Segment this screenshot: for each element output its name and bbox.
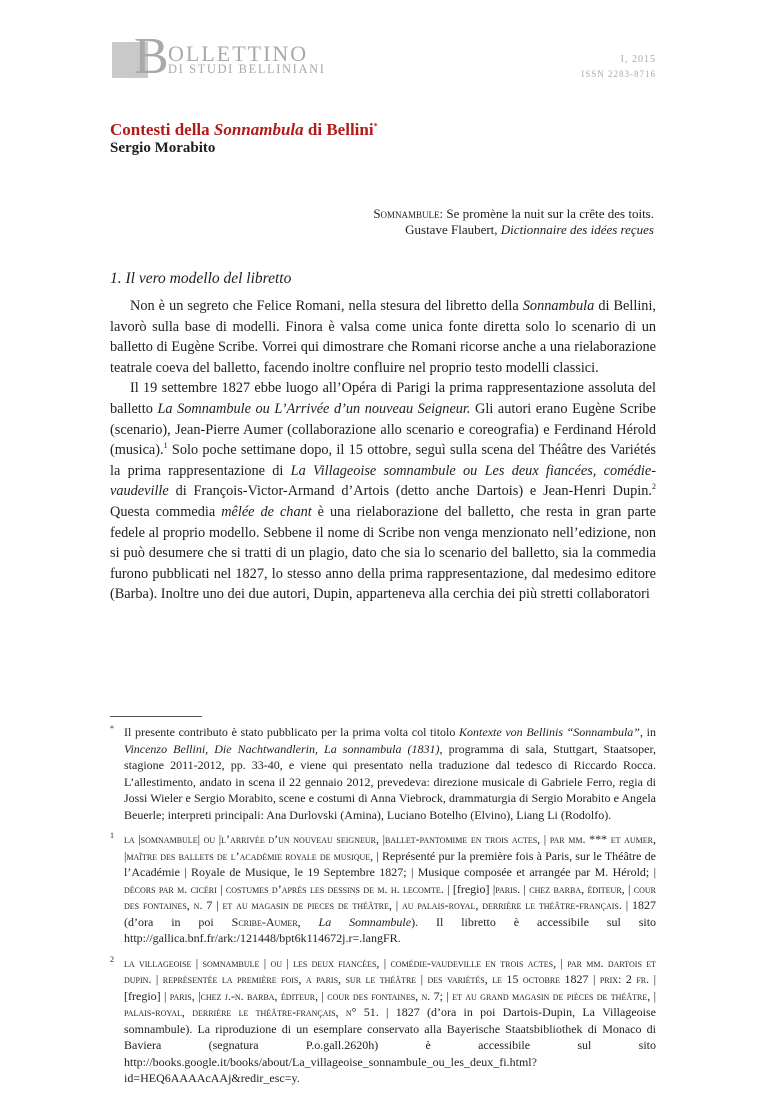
article-author: Sergio Morabito bbox=[110, 140, 216, 156]
footnote-mark: 1 bbox=[110, 831, 114, 840]
text-run: di Bellini, lavorò sulla base di modelli. Finora è valsa come unica fonte diretta solo lo scenario di un balletto di Eugène Scribe. Vorrei qui dimostrare che Romani ricorse anche a una rielaborazione teatrale coeva del balletto, facendo inoltre confluire nel proprio testo modelli classici. bbox=[110, 298, 656, 376]
text-run: Représenté pur la première fois à Paris, sur le Théâtre de l’Académie | Royale de Musique, le 19 Septembre 1827; | Musique composée et arrangée par M. Hérold; | bbox=[124, 848, 656, 879]
text-run: 1827 (d’ora in poi bbox=[124, 898, 656, 929]
smallcaps-run: prix: bbox=[599, 972, 622, 986]
text-run: , bbox=[297, 914, 319, 929]
title-italic: Sonnambula bbox=[213, 120, 304, 139]
footnote-mark: 2 bbox=[110, 954, 114, 964]
text-run: , programma di sala, Stuttgart, Staatsoper, stagione 2011-2012, pp. 33-40, e viene qui presentato nella traduzione dal tedesco di Riccardo Rocca. L’allestimento, andato in scena il 22 gennaio 2012, prevedeva: direzione musicale di Gabriele Ferro, regia di Jossi Wieler e Sergio Morabito, scene e costumi di Anna Viebrock, drammaturgia di Sergio Morabito e Angela Beuerle; interpreti principali: Ana Durlovski (Amina), Luciano Botelho (Elvino), Liang Li (Rodolfo). bbox=[124, 741, 656, 822]
text-run: [fregio] | bbox=[449, 881, 496, 896]
text-run: Il presente contributo è stato pubblicato per la prima volta col titolo bbox=[124, 725, 460, 739]
footnote-divider bbox=[110, 716, 202, 717]
text-run: Il 19 settembre 1827 ebbe luogo all’Opéra di Parigi la prima rappresentazione assoluta del balletto bbox=[110, 380, 656, 417]
text-run: di François-Victor-Armand d’Artois (detto anche Dartois) e Jean-Henri Dupin. bbox=[168, 483, 652, 500]
text-run: 1827 | bbox=[560, 972, 600, 986]
epigraph bbox=[134, 206, 654, 237]
text-run: 51. | 1827 (d’ora in poi Dartois-Dupin, La Villageoise somnambule). La riproduzione di un esemplare conservato alla Bayerische Staatsbibliothek di Monaco di Baviera (segnatura P.o.gall.2620h) è accessibile sul sito http://books.google.it/books/about/La_villageoise_sonnambule_ou_les_deux_fi.html?id=HEQ6AAAAcAAj&redir_esc=y. bbox=[124, 1005, 656, 1085]
text-run: è una rielaborazione del balletto, che resta in gran parte fedele al proprio modello. Sebbene il nome di Scribe non venga menzionato nell’edizione, non si può desumere che si tratti di un plagio, dato che sia lo scenario del balletto, sia la commedia furono pubblicati nel 1827, lo stesso anno della prima rappresentazione, dal medesimo editore (Barba). Inoltre uno dei due autori, Dupin, apparteneva alla cerchia dei più stretti collaboratori bbox=[110, 503, 656, 603]
paragraph bbox=[110, 296, 656, 378]
text-run: | [fregio] | bbox=[124, 972, 657, 1003]
text-run: Non è un segreto che Felice Romani, nella stesura del libretto della bbox=[130, 298, 523, 314]
title-footnote-mark: * bbox=[373, 121, 378, 131]
smallcaps-run: la |somnambule| ou |l’arrivée d’un nouveau seigneur, |ballet-pantomime en trois actes, | par mm. *** et aumer, |maître des ballets de l’académie royale de musique, | bbox=[124, 832, 656, 863]
text-run: 15 bbox=[501, 972, 523, 986]
text-run: ). Il libretto è accessibile sul sito http://gallica.bnf.fr/ark:/121448/bpt6k114672j.r=.langFR. bbox=[124, 914, 657, 945]
smallcaps-run: fr. bbox=[636, 972, 650, 986]
smallcaps-run: Scribe-Aumer bbox=[231, 914, 298, 929]
body-text bbox=[110, 296, 656, 605]
footnote-ref[interactable]: 2 bbox=[652, 482, 656, 492]
epigraph-term: Somnambule bbox=[373, 206, 440, 221]
text-run: Gli autori erano Eugène Scribe (scenario), Jean-Pierre Aumer (collaborazione allo scenario e coreografia) e Ferdinand Hérold (musica). bbox=[110, 400, 657, 459]
issn: ISSN 2283-8716 bbox=[581, 69, 656, 79]
smallcaps-run: paris, |chez j.-n. barba, éditeur, | cour des fontaines, n. 7; | et au grand magasin de pièces de théâtre, | palais-royal, derrière le théâtre-français, n° bbox=[124, 988, 657, 1019]
epigraph-quote bbox=[134, 206, 654, 222]
epigraph-work: Dictionnaire des idées reçues bbox=[500, 221, 654, 237]
italic-run: La Somnambule ou L’Arrivée d’un nouveau Seigneur. bbox=[157, 400, 471, 417]
italic-run: Kontexte von Bellinis “Sonnambula” bbox=[459, 725, 640, 739]
italic-run: mêlée de chant bbox=[221, 503, 312, 520]
italic-run: La Villageoise somnambule ou Les deux fiancées, comédie-vaudeville bbox=[110, 462, 656, 500]
text-run: 2 bbox=[621, 972, 637, 986]
title-text: Contesti della bbox=[110, 120, 214, 139]
text-run: Questa commedia bbox=[110, 503, 222, 520]
smallcaps-run: paris. | chez barba, éditeur, | cour des fontaines, n. 7 | et au magasin de pieces de théâtre, | au palais-royal, derrière le théâtre-français. | bbox=[124, 881, 657, 912]
epigraph-text: : Se promène la nuit sur la crête des toits. bbox=[439, 206, 654, 221]
footnote-mark: * bbox=[110, 724, 114, 733]
smallcaps-run: décors par m. cicéri | costumes d’après les dessins de m. h. lecomte. | bbox=[124, 881, 450, 896]
footnote-1 bbox=[110, 831, 656, 947]
italic-run: Sonnambula bbox=[522, 298, 595, 314]
footnote-2 bbox=[110, 955, 656, 1087]
article-title bbox=[110, 120, 378, 140]
title-text-end: di Bellini bbox=[303, 120, 374, 139]
text-run: Solo poche settimane dopo, il 15 ottobre, seguì sulla scena del Théâtre des Variétés la prima rappresentazione di bbox=[110, 442, 656, 479]
smallcaps-run: octobre bbox=[522, 972, 561, 986]
journal-subtitle: DI STUDI BELLINIANI bbox=[168, 62, 326, 76]
smallcaps-run: la villageoise | somnambule | ou | les deux fiancées, | comédie-vaudeville en trois actes, | par mm. dartois et dupin. | représentée la première fois, a paris, sur le théâtre | des variétés, le bbox=[124, 955, 656, 986]
italic-run: La Somnambule bbox=[318, 914, 412, 929]
footnote-ref[interactable]: 1 bbox=[163, 441, 168, 451]
footnote-star bbox=[110, 724, 656, 823]
issue-number: I, 2015 bbox=[620, 54, 656, 65]
journal-title: OLLETTINO bbox=[168, 41, 309, 66]
journal-logo-letter: B bbox=[134, 28, 169, 85]
epigraph-author: Gustave Flaubert, bbox=[405, 221, 501, 237]
italic-run: Vincenzo Bellini, Die Nachtwandlerin, La sonnambula (1831) bbox=[124, 741, 440, 756]
journal-header bbox=[0, 0, 768, 90]
footnotes bbox=[110, 724, 656, 1095]
section-heading: 1. Il vero modello del libretto bbox=[110, 270, 292, 287]
epigraph-source bbox=[134, 222, 654, 238]
text-run: , in bbox=[639, 725, 656, 739]
paragraph bbox=[110, 378, 656, 605]
